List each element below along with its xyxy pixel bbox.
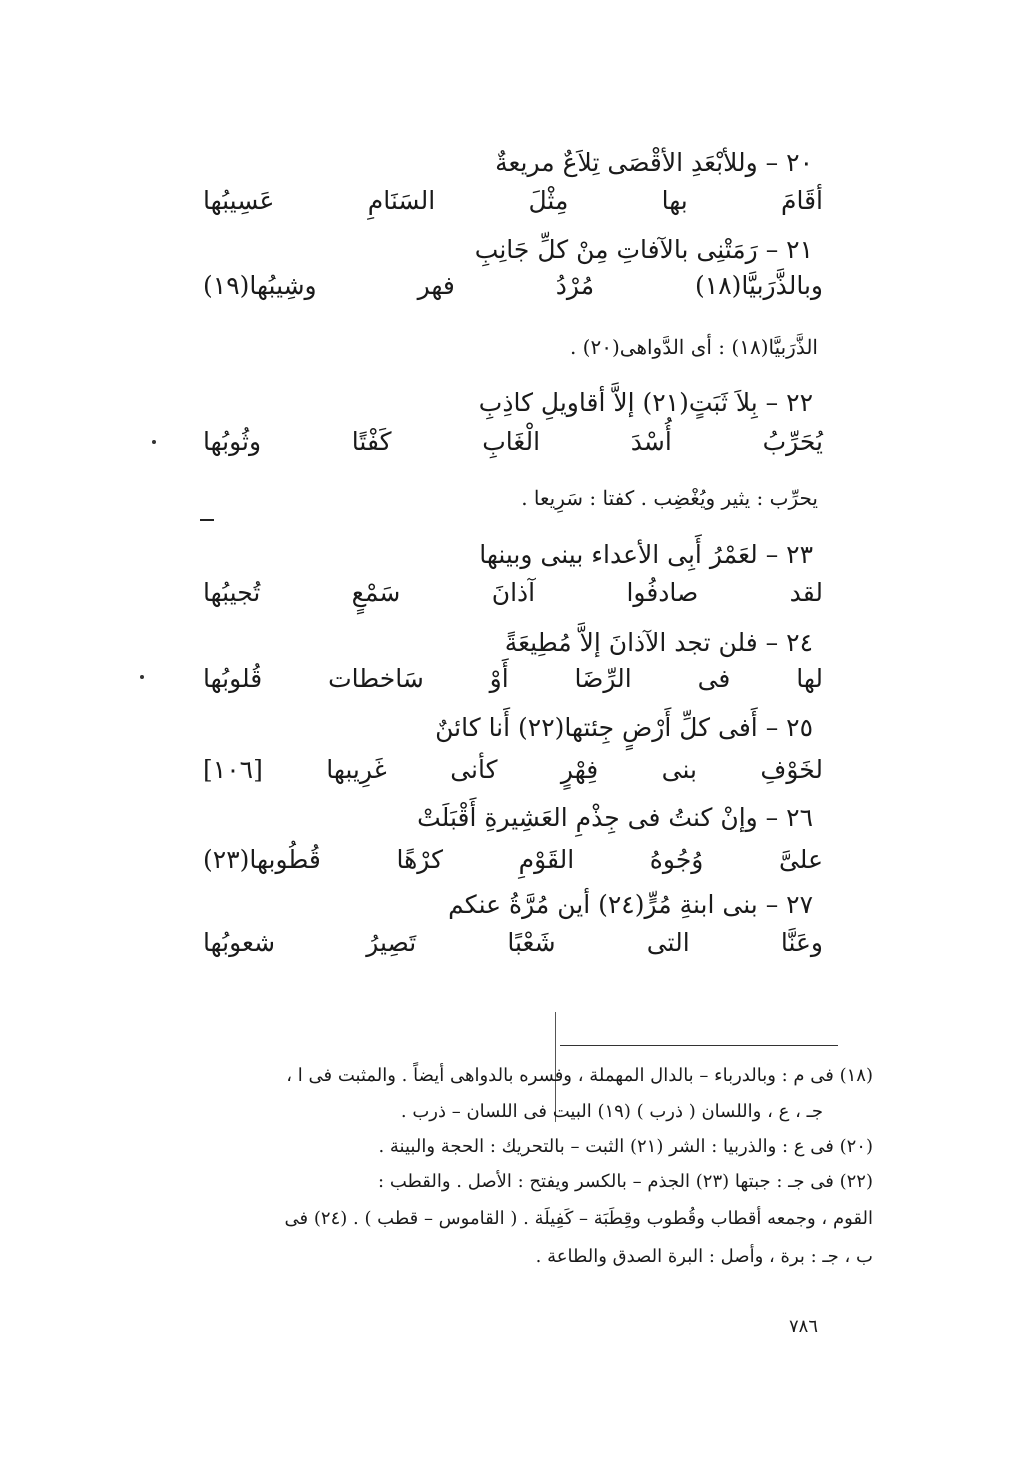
footnote-separator — [560, 1045, 838, 1046]
stray-dot-mark — [152, 440, 156, 444]
verse-24-second-hemistich: لها فى الرِّضَا أَوْ سَاخطات قُلوبُها — [203, 664, 823, 693]
gloss-dharabiyya: الذَّرَبيَّا(١٨) : أى الدَّواهى(٢٠) . — [569, 335, 818, 359]
stray-dash-mark — [200, 519, 214, 521]
verse-25-first-hemistich: ٢٥ – أَفى كلِّ أَرْضٍ جِئتها(٢٢) أَنا كائنٌ — [435, 713, 813, 742]
footnote-line-5: القوم ، وجمعه أقطاب وقُطوب وقِطَبَة – كَفِيلَة . ( القاموس – قطب ) . (٢٤) فى — [284, 1208, 873, 1229]
verse-23-second-hemistich: لقد صادفُوا آذانَ سَمْعٍ تُجيبُها — [203, 578, 823, 607]
verse-20-first-hemistich: ٢٠ – وللأبْعَدِ الأقْصَى تِلاَعٌ مريعةٌ — [495, 148, 813, 177]
footnote-line-3: (٢٠) فى ع : والذربيا : الشر (٢١) الثبت – بالتحريك : الحجة والبينة . — [378, 1136, 873, 1157]
verse-22-first-hemistich: ٢٢ – بِلاَ ثَبَتٍ(٢١) إلاَّ أقاويلِ كاذِبِ — [478, 388, 813, 417]
verse-27-first-hemistich: ٢٧ – بنى ابنةِ مُرٍّ(٢٤) أين مُرَّةُ عنكم — [448, 890, 813, 919]
verse-21-first-hemistich: ٢١ – رَمَتْنِى بالآفاتِ مِنْ كلِّ جَانِبِ — [474, 235, 813, 264]
verse-22-second-hemistich: يُحَرِّبُ أُسْدَ الْغَابِ كَفْتًا وثُوبُها — [203, 427, 823, 456]
verse-24-first-hemistich: ٢٤ – فلن تجد الآذانَ إلاَّ مُطِيعَةً — [504, 628, 813, 657]
footnote-line-1: (١٨) فى م : وبالدرباء – بالدال المهملة ، وفسره بالدواهى أيضاً . والمثبت فى ا ، — [286, 1065, 873, 1086]
footnote-line-2: جـ ، ع ، واللسان ( ذرب ) (١٩) البيت فى اللسان – ذرب . — [400, 1101, 823, 1122]
footnote-line-6: ب ، جـ : برة ، وأصل : البرة الصدق والطاعة . — [535, 1246, 873, 1267]
page-number: ٧٨٦ — [788, 1316, 818, 1337]
verse-27-second-hemistich: وعَنَّا التى شَعْبًا تَصِيرُ شعوبُها — [203, 928, 823, 957]
verse-23-first-hemistich: ٢٣ – لعَمْرُ أَبِى الأعداء بينى وبينها — [479, 540, 813, 569]
verse-20-second-hemistich: أقَامَ بها مِثْلَ السَنَامِ عَسِيبُها — [203, 186, 823, 215]
verse-21-second-hemistich: وبالذَّرَبيَّا(١٨) مُرْدُ فهر وشِيبُها(١٩) — [203, 271, 823, 300]
verse-25-second-hemistich: لخَوْفِ بنى فِهْرٍ كأنى غَرِيبها [١٠٦] — [203, 755, 823, 784]
stray-dot-mark — [140, 675, 144, 679]
footnote-line-4: (٢٢) فى جـ : جبتها (٢٣) الجذم – بالكسر ويفتح : الأصل . والقطب : — [378, 1171, 873, 1192]
verse-26-second-hemistich: علىَّ وُجُوهُ القَوْمِ كرْهًا قُطُوبها(٢٣) — [203, 845, 823, 874]
gloss-yuharrib: يحرِّب : يثير ويُغْضِب . كفتا : سَرِيعا . — [521, 486, 818, 510]
verse-26-first-hemistich: ٢٦ – وإنْ كنتُ فى جِذْمِ العَشِيرةِ أَقْبَلَتْ — [417, 803, 813, 832]
